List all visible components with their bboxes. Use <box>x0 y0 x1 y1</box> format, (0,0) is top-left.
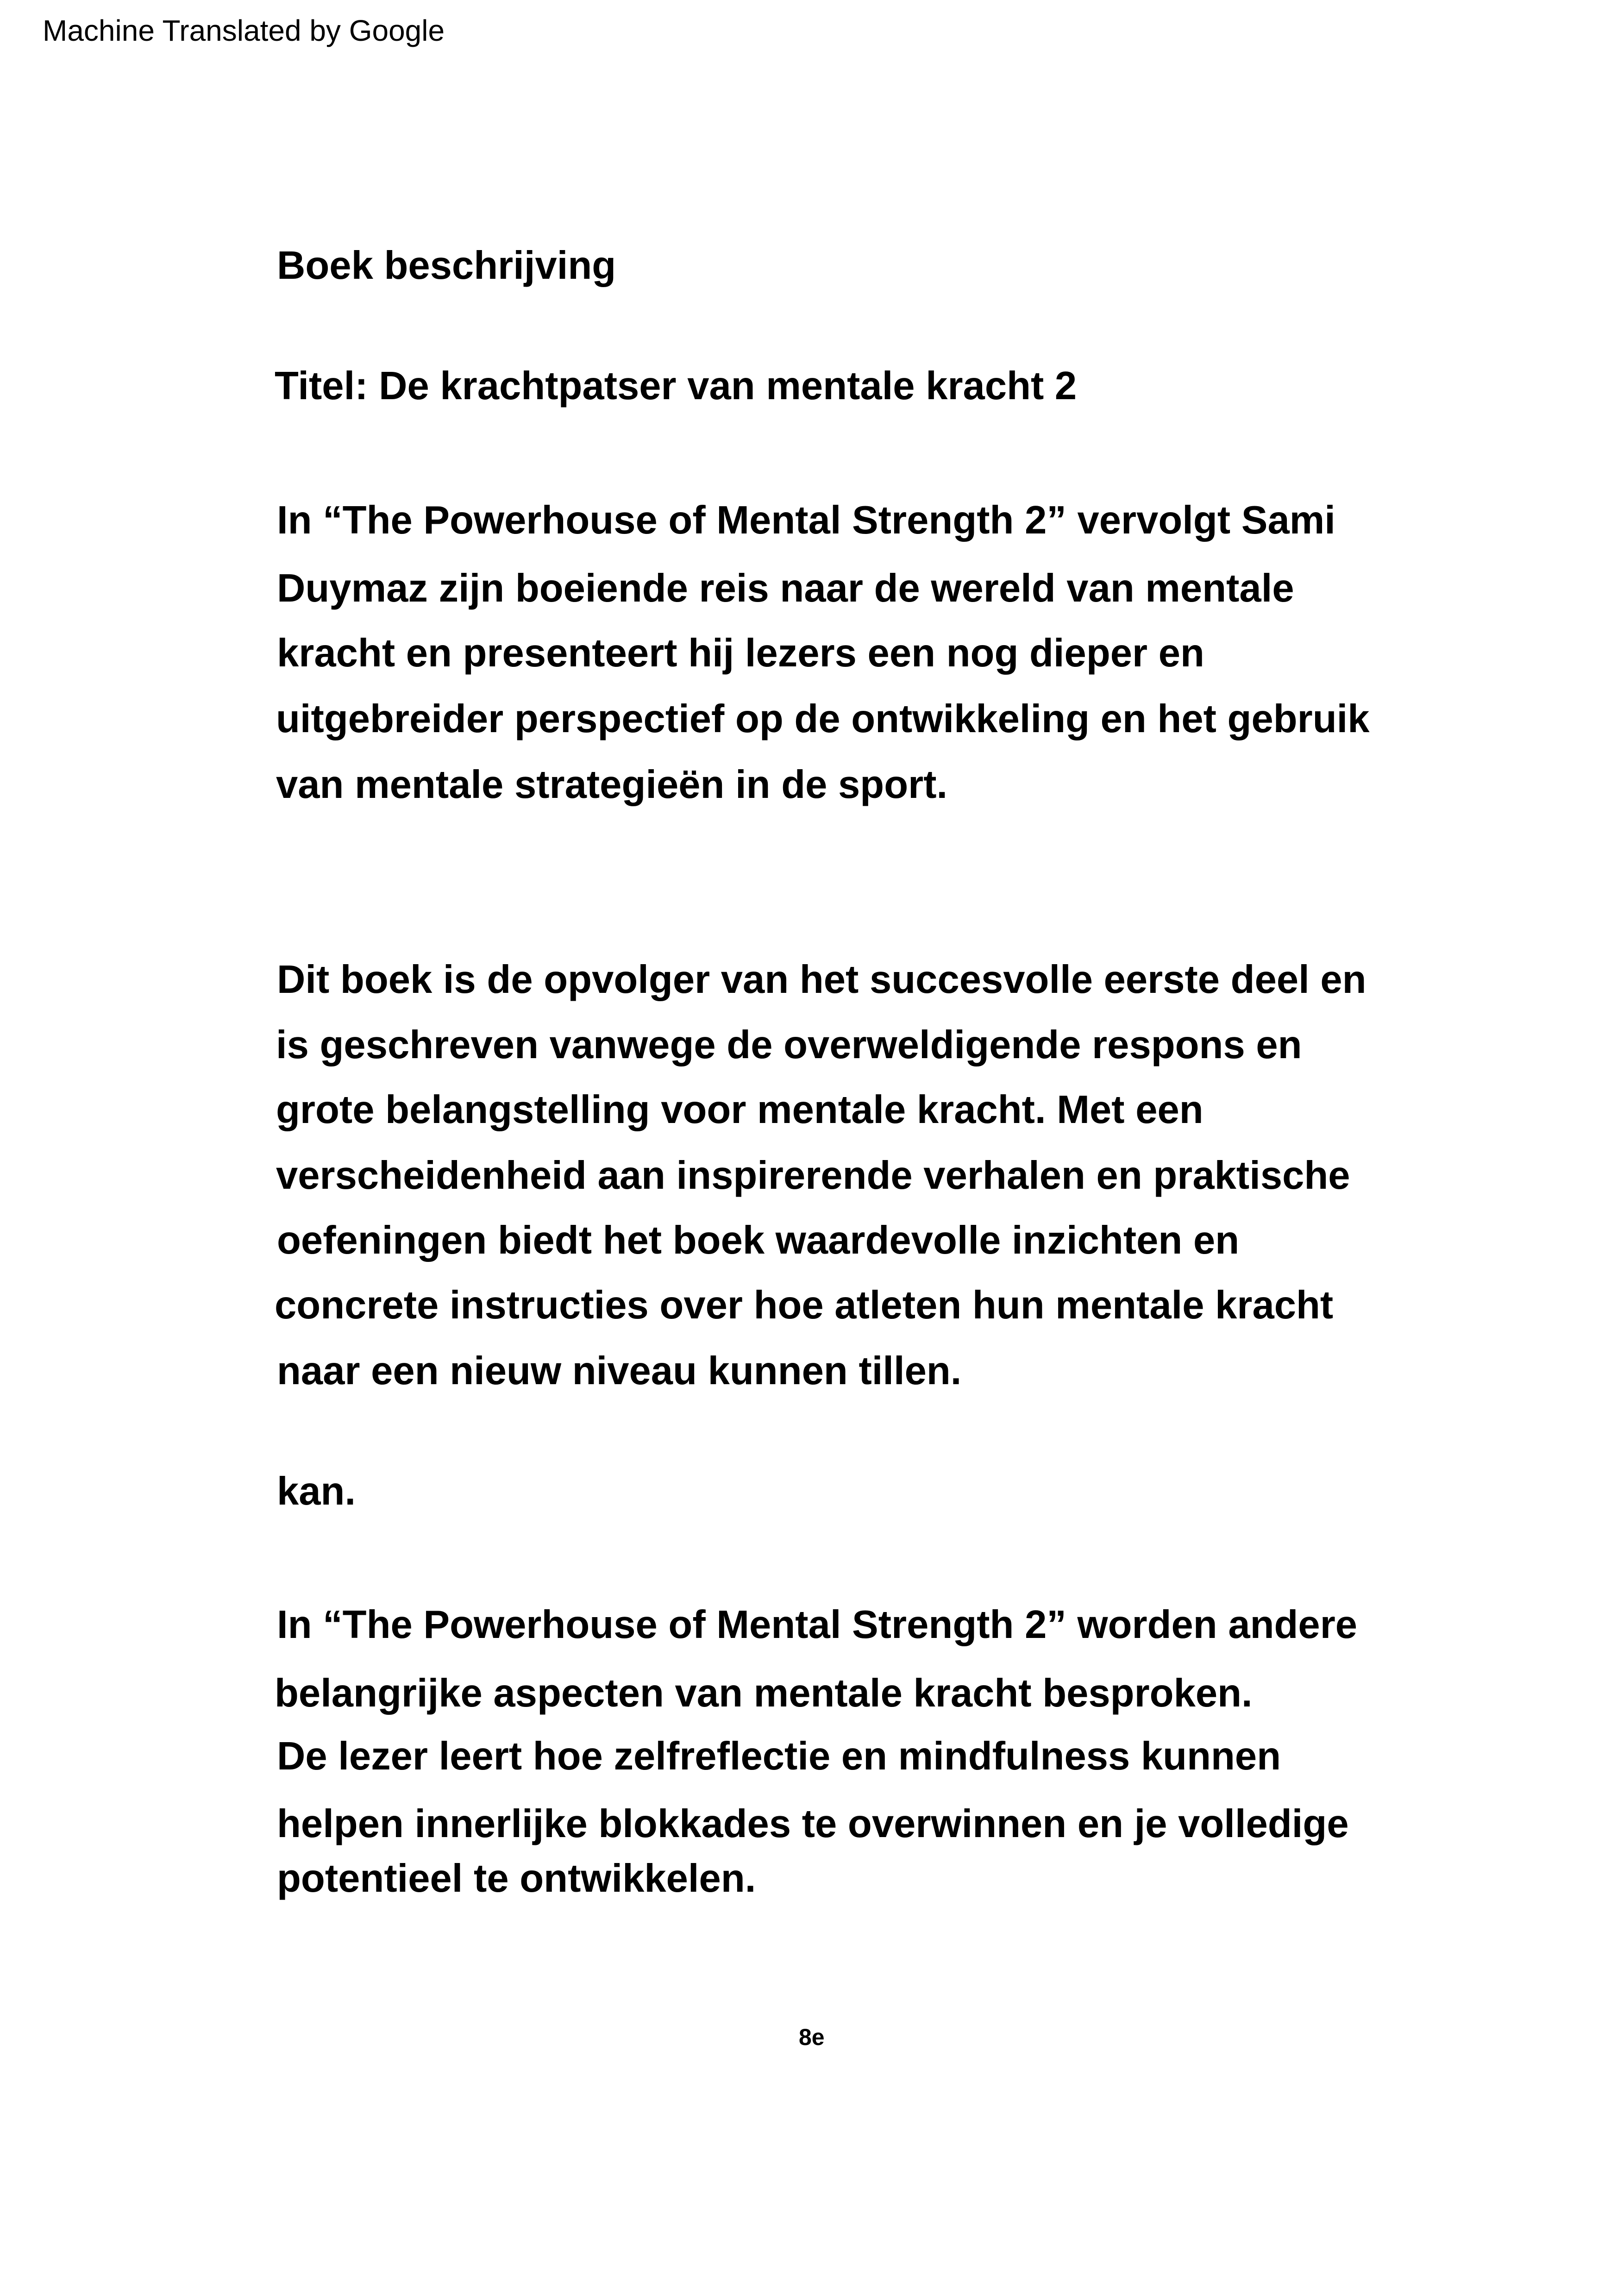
machine-translated-label: Machine Translated by Google <box>43 14 445 47</box>
paragraph-line: Duymaz zijn boeiende reis naar de wereld van mentale <box>277 566 1294 610</box>
paragraph-line: potentieel te ontwikkelen. <box>277 1857 756 1901</box>
paragraph-line: De lezer leert hoe zelfreflectie en mindfulness kunnen <box>277 1734 1281 1778</box>
section-heading: Boek beschrijving <box>277 244 616 288</box>
paragraph-line: In “The Powerhouse of Mental Strength 2” worden andere <box>277 1603 1358 1647</box>
paragraph-line: Dit boek is de opvolger van het succesvolle eerste deel en <box>277 958 1366 1002</box>
page-number: 8e <box>799 2024 825 2050</box>
book-title-line: Titel: De krachtpatser van mentale kracht 2 <box>275 364 1077 408</box>
paragraph-line: naar een nieuw niveau kunnen tillen. <box>277 1349 962 1393</box>
paragraph-line: is geschreven vanwege de overweldigende respons en <box>276 1023 1302 1067</box>
fragment-text: kan. <box>277 1469 356 1513</box>
paragraph-line: van mentale strategieën in de sport. <box>276 763 948 807</box>
paragraph-line: In “The Powerhouse of Mental Strength 2” vervolgt Sami <box>277 498 1335 542</box>
paragraph-line: belangrijke aspecten van mentale kracht besproken. <box>275 1671 1253 1715</box>
paragraph-line: kracht en presenteert hij lezers een nog dieper en <box>277 631 1204 675</box>
paragraph-line: oefeningen biedt het boek waardevolle inzichten en <box>277 1218 1240 1262</box>
paragraph-line: concrete instructies over hoe atleten hun mentale kracht <box>275 1283 1334 1327</box>
paragraph-line: helpen innerlijke blokkades te overwinnen en je volledige <box>277 1802 1349 1846</box>
paragraph-line: uitgebreider perspectief op de ontwikkeling en het gebruik <box>276 697 1370 741</box>
paragraph-line: verscheidenheid aan inspirerende verhalen en praktische <box>276 1154 1350 1198</box>
paragraph-line: grote belangstelling voor mentale kracht. Met een <box>276 1088 1203 1132</box>
